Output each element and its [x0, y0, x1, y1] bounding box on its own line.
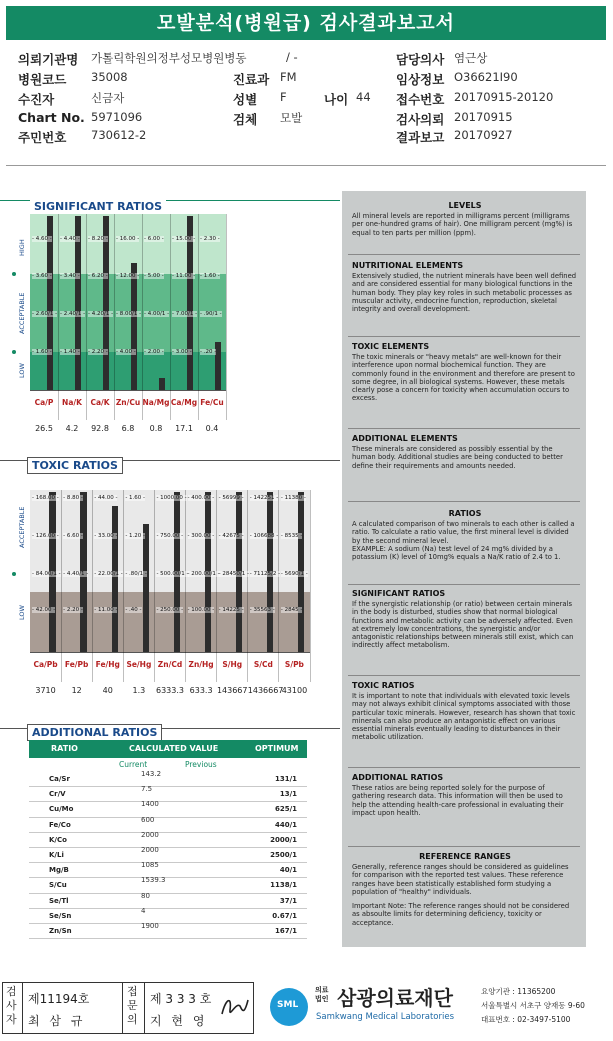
tick-label: - 2.30 - [200, 236, 220, 242]
tick-label: - .80/1 - [125, 571, 147, 577]
ratio-optimum: 13/1 [279, 790, 297, 799]
logo-text: SML [277, 1000, 299, 1010]
tick-label: - 22.00/1 - [94, 571, 123, 577]
footer-line3: 대표번호 : 02-3497-5100 [481, 1015, 571, 1024]
tick-label: - 1.60 - [200, 273, 220, 279]
panel-divider [348, 336, 580, 337]
panel-divider [348, 584, 580, 585]
ratio-name: Cu/Mo [49, 805, 74, 814]
org-name: 삼광의료재단 [337, 986, 453, 1010]
col-calculated: CALCULATED VALUE [129, 744, 219, 753]
tick-label: - 3.40 - [60, 273, 80, 279]
chart-bar [143, 524, 149, 652]
ratio-optimum: 37/1 [279, 896, 297, 905]
tick-label: - 56999 - [218, 495, 244, 501]
tick-label: - 4.20/1 - [88, 311, 114, 317]
tick-label: - 2845 - [280, 607, 303, 613]
code-value: 35008 [91, 70, 128, 84]
tick-label: - 6.20 - [88, 273, 108, 279]
tick-label: - 15.00 - [172, 236, 196, 242]
category-label: Zn/Cd [157, 660, 183, 669]
value-label: 1436667 [247, 686, 284, 695]
clinical-value: O36621I90 [454, 70, 518, 84]
table-row [29, 830, 307, 848]
chart-bar [112, 506, 118, 652]
ratio-name: S/Cu [49, 881, 67, 890]
sex-label: 성별 [233, 92, 258, 107]
tick-label: - 42.00 - [32, 607, 56, 613]
ratio-name: Mg/B [49, 866, 69, 875]
nutritional-section [352, 261, 578, 313]
report-title: 모발분석(병원급) 검사결과보고서 [6, 6, 606, 40]
inst-value: 가톨릭학원의정부성모병원병동 [91, 51, 247, 65]
table-row [29, 921, 307, 939]
table-row [29, 878, 307, 893]
col-optimum: OPTIMUM [255, 744, 299, 753]
table-row [29, 815, 307, 833]
age-value: 44 [356, 90, 371, 104]
toxic-elements-section [352, 342, 578, 403]
confirm-license: 제 3 3 3 호 [150, 992, 212, 1006]
toxic-info-heading: TOXIC RATIOS [352, 681, 415, 690]
category-label: Ca/Pb [33, 660, 58, 669]
additional-info-heading: ADDITIONAL RATIOS [352, 773, 444, 782]
toxic-info-body: It is important to note that individuals with elevated toxic levels may not always exhibit clinical symptoms associated with those particular toxic minerals. However, research has shown that toxic minerals can also produce an antagonistic effect on various essential minerals eventually leading to disturbances in their metabolic utilization. [352, 692, 576, 742]
tick-label: - 3.00 - [172, 349, 192, 355]
tick-label: - 1.20 - [125, 533, 146, 539]
ratio-optimum: 0.67/1 [272, 911, 297, 920]
doctor-label: 담당의사 [396, 52, 445, 67]
tick-label: - 8.80 - [63, 495, 83, 501]
ratio-name: Cr/V [49, 790, 66, 799]
value-label: 40 [102, 686, 113, 695]
category-label: S/Hg [222, 660, 243, 669]
sig-marker-top [12, 272, 16, 276]
additional-title: ADDITIONAL RATIOS [27, 724, 162, 741]
ratio-name: K/Li [49, 850, 64, 859]
tick-label: - 4.60 - [32, 236, 52, 242]
tick-label: - 4.40 - [60, 236, 80, 242]
ratio-name: K/Co [49, 835, 67, 844]
category-label: Ca/P [34, 398, 54, 407]
report-label: 결과보고 [396, 130, 445, 145]
clinical-label: 임상정보 [396, 72, 445, 87]
name-label: 수진자 [18, 92, 55, 107]
reference-body: Generally, reference ranges should be considered as guidelines for comparison with the reported test values. These reference ranges have been statistically established form studying a population of "healthy" individuals. [352, 863, 569, 896]
category-label: S/Cd [253, 660, 273, 669]
confirm-name: 지 현 영 [150, 1014, 208, 1028]
tick-label: - 2.20 - [88, 349, 108, 355]
specimen-label: 검체 [233, 112, 258, 127]
value-label: 12 [71, 686, 82, 695]
toxic-elements-body: The toxic minerals or "heavy metals" are well-known for their interference upon normal biochemical function. They are commonly found in the environment and therefore are present to some degree, in all biological systems. However, these metals clearly pose a concern for toxicity when accumulation occurs to excess. [352, 353, 575, 403]
request-label: 검사의뢰 [396, 112, 445, 127]
value-label: 6.8 [121, 424, 135, 433]
ratio-optimum: 440/1 [274, 820, 297, 829]
receipt-label: 접수번호 [396, 92, 445, 107]
tick-label: - 2.20 - [63, 607, 83, 613]
tick-label: - 44.00 - [94, 495, 118, 501]
tick-label: - 8535 - [280, 533, 303, 539]
levels-body: All mineral levels are reported in milligrams percent (milligrams per one-hundred grams of hair). One milligram percent (mg%) is equal to ten parts per million (ppm). [352, 212, 573, 237]
sub-current: Current [119, 760, 148, 769]
significant-info-section [352, 589, 578, 650]
panel-divider [348, 675, 580, 676]
tox-marker [12, 572, 16, 576]
tester-name: 최 삼 규 [28, 1014, 86, 1028]
tick-label: - 71125/2 - [249, 571, 281, 577]
doctor-value: 염근상 [454, 51, 488, 65]
tick-label: - 16.00 - [116, 236, 140, 242]
significant-title: SIGNIFICANT RATIOS [30, 199, 166, 214]
levels-heading: LEVELS [448, 201, 482, 210]
tick-label: - 126.00 - [32, 533, 59, 539]
ratio-current: 80 [141, 891, 150, 900]
table-row [29, 906, 307, 924]
tick-label: - 106688 - [249, 533, 279, 539]
col-ratio: RATIO [51, 744, 78, 753]
tick-label: - 84.00/1 - [32, 571, 61, 577]
category-label: Se/Hg [126, 660, 152, 669]
inst-extra: / - [286, 50, 298, 64]
tick-label: - 2.60/1 - [32, 311, 58, 317]
value-label: 1.3 [132, 686, 146, 695]
ratio-name: Se/Sn [49, 911, 72, 920]
specimen-value: 모발 [280, 111, 303, 125]
tick-label: - 5.00 - [144, 273, 164, 279]
tick-label: - 1.60 - [32, 349, 52, 355]
request-value: 20170915 [454, 110, 513, 124]
tick-label: - 1.60 - [125, 495, 146, 501]
table-row [29, 845, 307, 863]
chart-value: 5971096 [91, 110, 143, 124]
table-row [29, 802, 307, 817]
table-row [29, 772, 307, 787]
tick-label: - 1.40 - [60, 349, 80, 355]
panel-divider [348, 428, 580, 429]
reference-section [352, 852, 578, 927]
tester-license: 제11194호 [28, 992, 90, 1006]
ratio-current: 7.5 [141, 785, 153, 794]
tick-label: - 33.00 - [94, 533, 118, 539]
category-label: Fe/Hg [95, 660, 120, 669]
tick-label: - 11.00 - [94, 607, 118, 613]
ratio-current: 1085 [141, 861, 159, 870]
nutritional-heading: NUTRITIONAL ELEMENTS [352, 261, 464, 270]
tick-label: - 250.00 - [156, 607, 184, 613]
additional-table [29, 740, 307, 939]
tick-label: - 142251 - [249, 495, 279, 501]
dept-label: 진료과 [233, 72, 270, 87]
footer-line1: 요양기관 : 11365200 [481, 987, 556, 996]
ratios-section [352, 509, 578, 561]
additional-header [29, 740, 307, 758]
tick-label: - .90/1 - [200, 311, 222, 317]
info-divider [6, 165, 606, 166]
tick-label: - 11380 - [280, 495, 306, 501]
dept-value: FM [280, 70, 297, 84]
value-label: 143667 [216, 686, 248, 695]
chart-bar [131, 263, 137, 390]
toxic-chart [30, 490, 310, 695]
ratio-optimum: 131/1 [274, 775, 297, 783]
value-label: 92.8 [91, 424, 109, 433]
tick-label: - 300.00 - [187, 533, 215, 539]
significant-info-heading: SIGNIFICANT RATIOS [352, 589, 446, 598]
category-label: Ca/Mg [170, 398, 198, 407]
nutritional-body: Extensively studied, the nutrient minerals have been well defined and are considered essential for many biological functions in the human body. They play key roles in such metabolic processes as muscular activity, endocrine function, reproduction, skeletal integrity and overall development. [352, 272, 577, 314]
ratio-optimum: 167/1 [274, 926, 297, 935]
additional-info-body: These ratios are being reported solely for the purpose of gathering research data. This information will then be used to help the attending health-care professional in evaluating their impact upon health. [352, 784, 564, 817]
panel-divider [348, 767, 580, 768]
tick-label: - 5690/1 - [280, 571, 308, 577]
ratios-heading: RATIOS [448, 509, 482, 518]
significant-chart [30, 214, 226, 434]
value-label: 17.1 [175, 424, 193, 433]
category-label: Zn/Hg [188, 660, 214, 669]
ratio-optimum: 2000/1 [270, 835, 297, 844]
tester-label: 검사자 [6, 985, 17, 1026]
tick-label: - 200.00/1 - [187, 571, 220, 577]
tick-label: - 2.40/1 - [60, 311, 86, 317]
sig-low-label: LOW [18, 363, 26, 378]
reference-heading: REFERENCE RANGES [419, 852, 511, 861]
tick-label: - 168.00 - [32, 495, 59, 501]
sig-acceptable-label: ACCEPTABLE [18, 292, 26, 334]
ratio-name: Se/Tl [49, 896, 69, 905]
chart-bar [159, 378, 165, 390]
additional-rows [29, 772, 307, 939]
ratio-name: Fe/Co [49, 820, 71, 829]
toxic-title: TOXIC RATIOS [27, 457, 123, 474]
sig-high-label: HIGH [18, 239, 26, 256]
tick-label: - 35563 - [249, 607, 275, 613]
footer [0, 980, 613, 1041]
category-label: Fe/Pb [64, 660, 89, 669]
tick-label: - 28450/1 - [218, 571, 249, 577]
tick-label: - .20 - [200, 349, 217, 355]
tick-label: - 8.20 - [88, 236, 108, 242]
id-label: 주민번호 [18, 130, 67, 145]
confirm-label: 접문의 [127, 985, 138, 1026]
info-panel [342, 191, 586, 947]
sub-previous: Previous [185, 760, 217, 769]
additional-elements-body: These minerals are considered as possibly essential by the human body. Additional studies are being conducted to better define their requirements and amounts needed. [352, 445, 563, 470]
report-value: 20170927 [454, 128, 513, 142]
additional-elements-section [352, 434, 578, 470]
tick-label: - 4.00/1 - [144, 311, 170, 317]
tick-label: - 400.00 - [187, 495, 215, 501]
additional-info-section [352, 773, 578, 817]
tick-label: - 6.00 - [144, 236, 164, 242]
ratio-current: 2000 [141, 845, 159, 854]
ratio-name: Ca/Sr [49, 775, 70, 783]
id-value: 730612-2 [91, 128, 147, 142]
significant-info-body: If the synergistic relationship (or ratio) between certain minerals in the body is disturbed, studies show that normal biological functions and metabolic activity can be adversely affected. Even at extremely low concentrations, the synergistic and/or antagonistic relationships between minerals still exist, which can indirectly affect metabolism. [352, 600, 574, 650]
signature-mark [218, 992, 252, 1022]
ratio-current: 2000 [141, 830, 159, 839]
tick-label: - 1000.00 - [156, 495, 187, 501]
ratio-name: Zn/Sn [49, 926, 72, 935]
value-label: 4.2 [65, 424, 79, 433]
chart-label: Chart No. [18, 110, 85, 125]
tick-label: - 500.00/1 - [156, 571, 189, 577]
tick-label: - 4.00 - [116, 349, 136, 355]
org-type: 의료법인 [315, 986, 329, 1003]
value-label: 3710 [35, 686, 56, 695]
tox-low-label: LOW [18, 605, 26, 620]
value-label: 0.8 [149, 424, 163, 433]
tick-label: - 14225 - [218, 607, 244, 613]
panel-divider [348, 501, 580, 502]
tick-label: - 2.00 - [144, 349, 164, 355]
additional-elements-heading: ADDITIONAL ELEMENTS [352, 434, 458, 443]
value-label: 0.4 [205, 424, 219, 433]
tick-label: - 42675 - [218, 533, 244, 539]
ratio-optimum: 1138/1 [270, 881, 297, 890]
org-english: Samkwang Medical Laboratories [316, 1012, 455, 1022]
tick-label: - 6.60 - [63, 533, 83, 539]
ratio-optimum: 40/1 [279, 866, 297, 875]
category-label: Na/Mg [142, 398, 170, 407]
ratio-current: 4 [141, 906, 146, 915]
inst-label: 의뢰기관명 [18, 52, 79, 67]
category-label: Fe/Cu [200, 398, 224, 407]
tick-label: - 11.00 - [172, 273, 196, 279]
ratio-optimum: 625/1 [274, 805, 297, 814]
category-label: S/Pb [284, 660, 304, 669]
value-label: 6333.3 [155, 686, 184, 695]
ratio-current: 1900 [141, 921, 159, 930]
tick-label: - .40 - [125, 607, 142, 613]
toxic-info-section [352, 681, 578, 742]
table-row [29, 787, 307, 802]
toxic-elements-heading: TOXIC ELEMENTS [352, 342, 430, 351]
tick-label: - 3.60 - [32, 273, 52, 279]
name-value: 신금자 [91, 91, 125, 105]
ratio-current: 1539.3 [141, 876, 166, 885]
ratio-current: 600 [141, 815, 155, 824]
additional-subheader [29, 758, 307, 772]
value-label: 26.5 [35, 424, 53, 433]
sex-value: F [280, 90, 287, 104]
footer-line2: 서울특별시 서초구 양재동 9-60 [481, 1001, 585, 1010]
tick-label: - 12.00 - [116, 273, 140, 279]
tick-label: - 750.00 - [156, 533, 184, 539]
panel-divider [348, 846, 580, 847]
levels-section [352, 201, 578, 237]
ratio-current: 1400 [141, 800, 159, 809]
tick-label: - 7.00/1 - [172, 311, 198, 317]
sig-marker-bottom [12, 350, 16, 354]
category-label: Ca/K [90, 398, 110, 407]
reference-note: Important Note: The reference ranges should not be considered as absoulte limits for determining deficiency, toxicity or acceptance. [352, 902, 570, 927]
tox-acceptable-label: ACCEPTABLE [18, 506, 26, 548]
ratios-body: A calculated comparison of two minerals to each other is called a ratio. To calculate a ratio value, the first mineral level is divided by the second mineral level. [352, 520, 575, 545]
ratio-current: 143.2 [141, 770, 162, 778]
value-label: 633.3 [189, 686, 213, 695]
table-row [29, 891, 307, 909]
category-label: Na/K [62, 398, 82, 407]
table-row [29, 863, 307, 878]
panel-divider [348, 254, 580, 255]
ratio-optimum: 2500/1 [270, 850, 297, 859]
tick-label: - 100.00 - [187, 607, 215, 613]
category-label: Zn/Cu [115, 398, 141, 407]
ratios-example: EXAMPLE: A sodium (Na) test level of 24 mg% divided by a potassium (K) level of 10mg% equals a Na/K ratio of 2.4 to 1. [352, 544, 561, 562]
age-label: 나이 [324, 92, 349, 107]
receipt-value: 20170915-20120 [454, 90, 554, 104]
tick-label: - 4.40/1 - [63, 571, 89, 577]
value-label: 43100 [281, 686, 308, 695]
code-label: 병원코드 [18, 72, 67, 87]
tick-label: - 8.00/1 - [116, 311, 142, 317]
